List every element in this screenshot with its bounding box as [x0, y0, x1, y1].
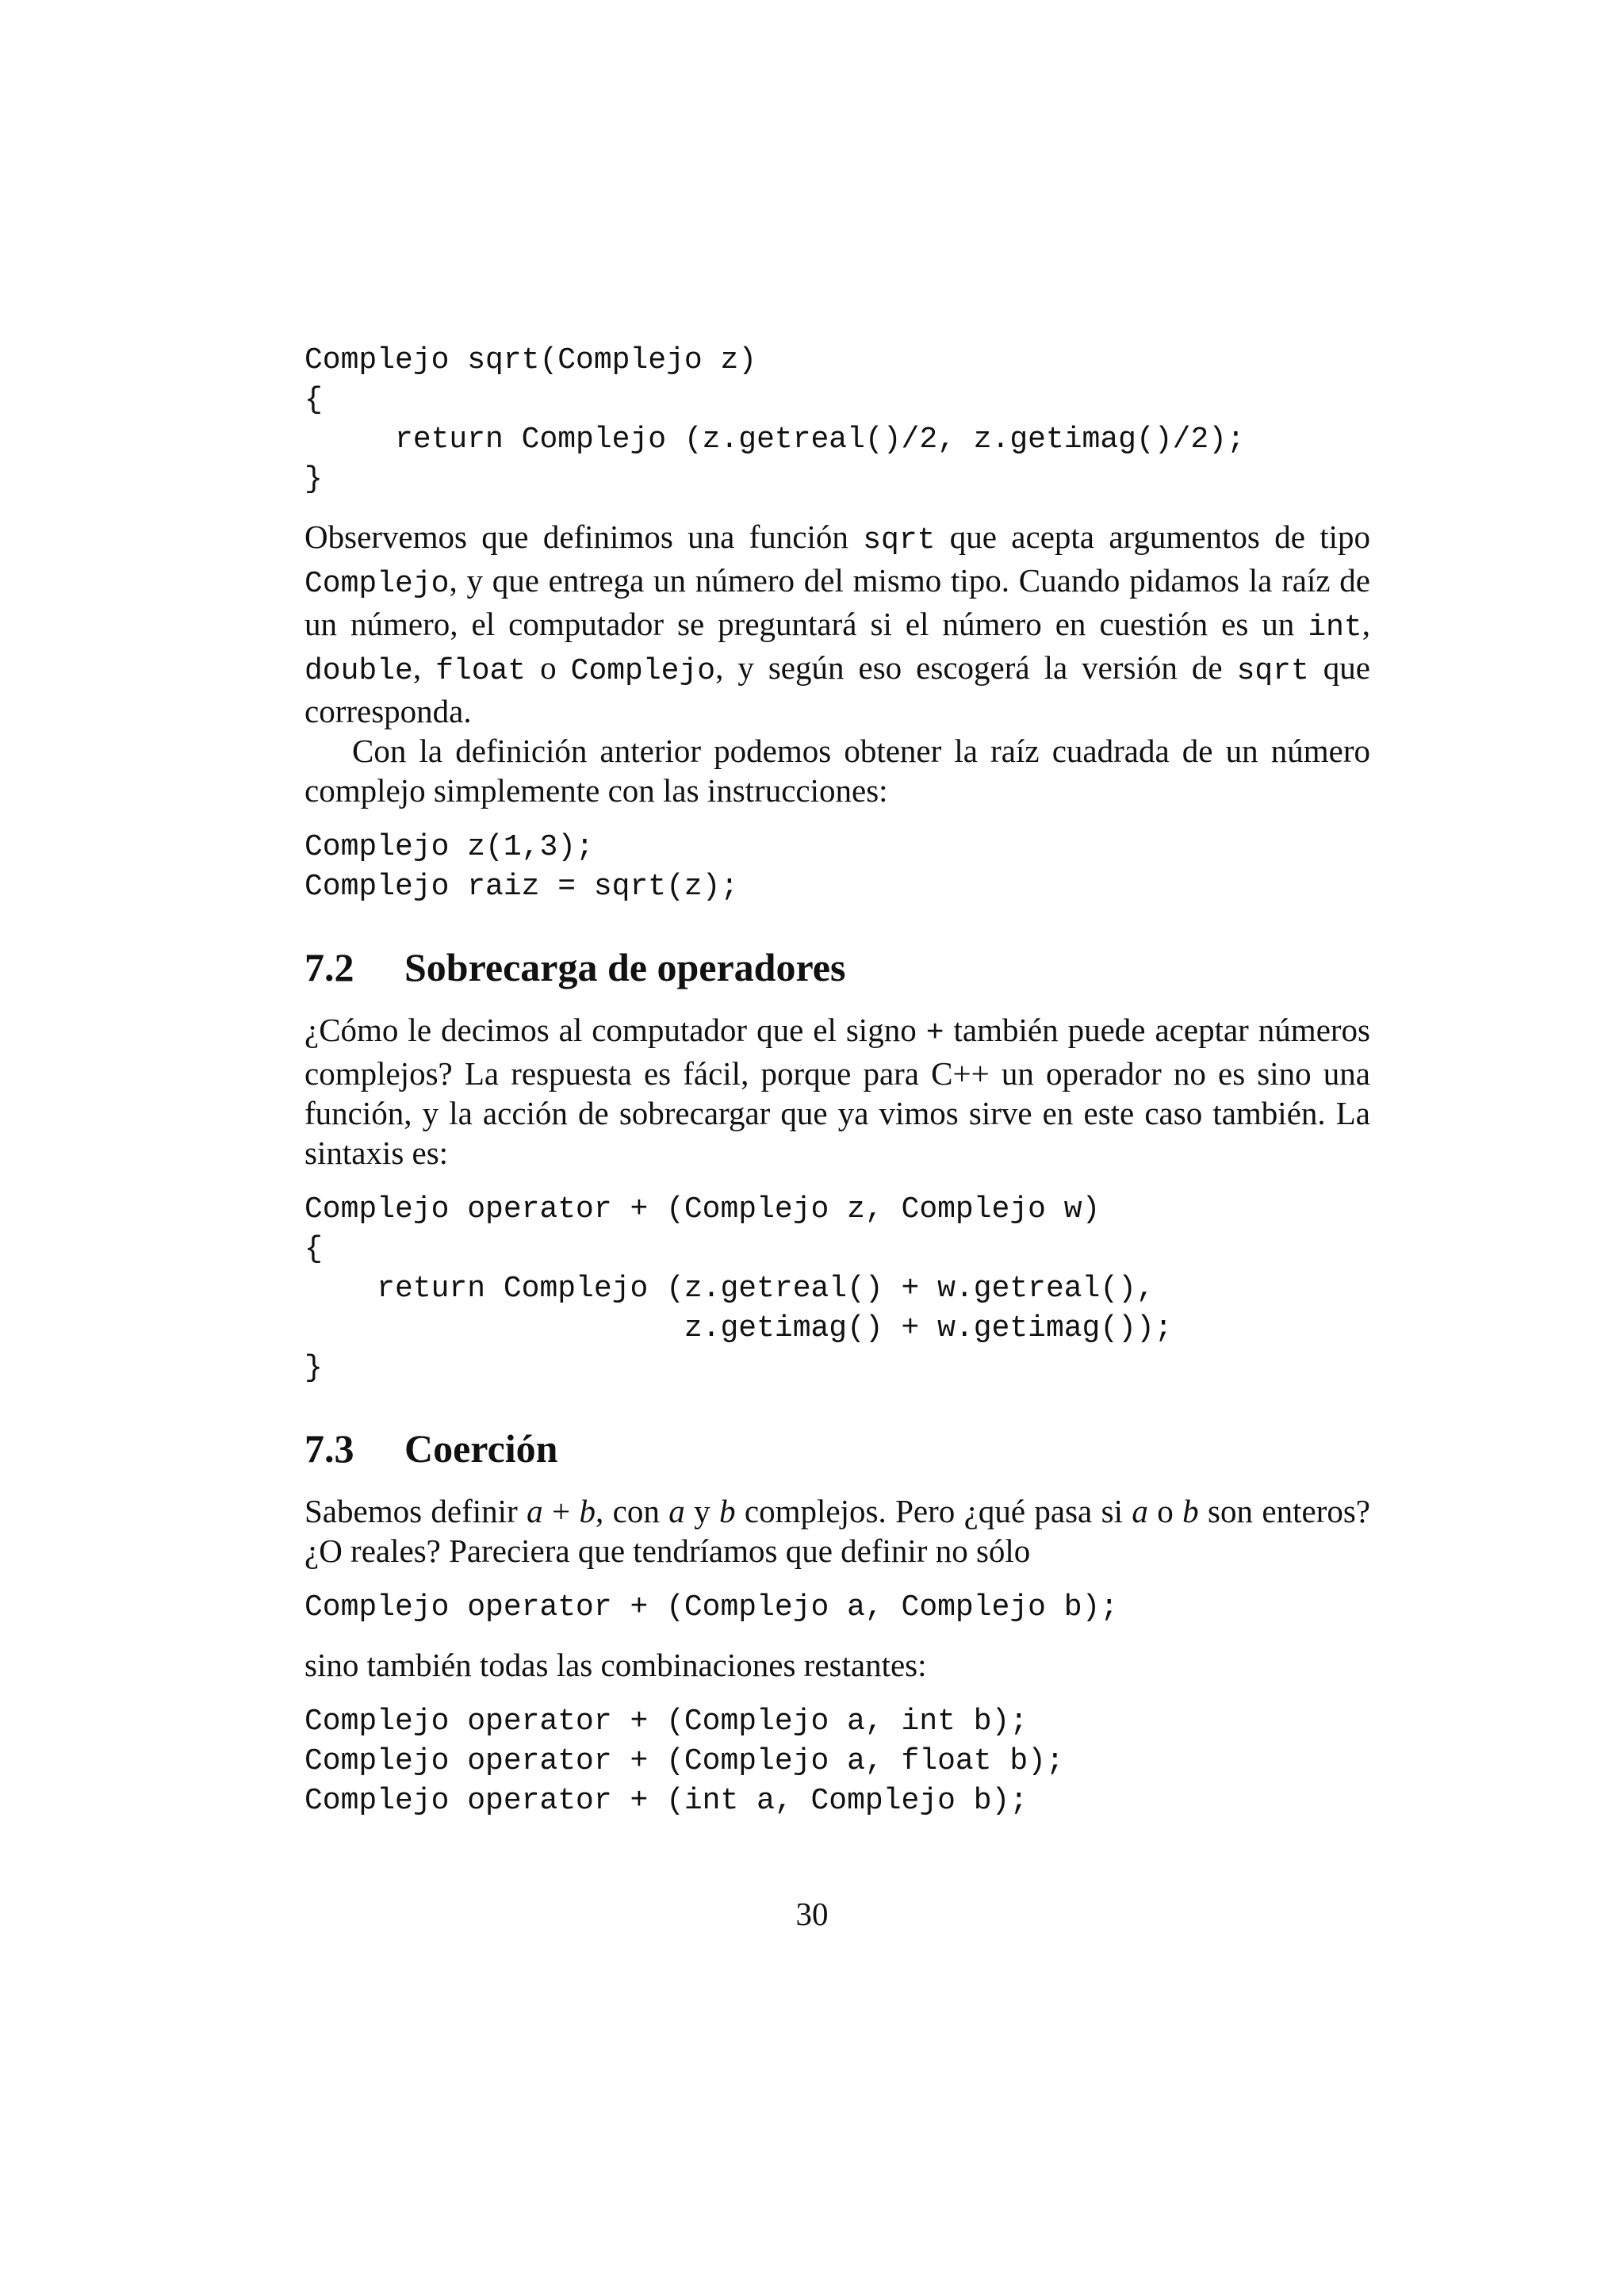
code-line: Complejo operator + (Complejo z, Complejo w): [304, 1192, 1101, 1226]
paragraph-combinations: sino también todas las combinaciones restantes:: [304, 1647, 927, 1683]
paragraph-sqrt-explanation: Observemos que definimos una función sqrt que acepta argumentos de tipo Complejo, y que entrega un número del mismo tipo. Cuando pidamos la raíz de un número, el computador se preguntará si el número en cuestión es un int, double, float o Complejo, y según eso escogerá la versión de sqrt que corresponda.: [304, 519, 1371, 729]
section-heading-7-3: [304, 1425, 1370, 1472]
code-line: Complejo operator + (Complejo a, Complejo b);: [304, 1590, 1119, 1624]
paragraph-sqrt-usage: Con la definición anterior podemos obtener la raíz cuadrada de un número complejo simplemente con las instrucciones:: [304, 733, 1370, 809]
code-line: }: [304, 1351, 323, 1385]
code-line: Complejo operator + (Complejo a, float b);: [304, 1744, 1064, 1778]
code-line: return Complejo (z.getreal() + w.getreal(),: [304, 1272, 1155, 1306]
page-number: 30: [795, 1896, 829, 1932]
section-title: Coerción: [404, 1426, 558, 1471]
code-line: return Complejo (z.getreal()/2, z.getimag()/2);: [304, 423, 1245, 457]
paragraph-operator-overload: ¿Cómo le decimos al computador que el signo + también puede aceptar números complejos? La respuesta es fácil, porque para C++ un operador no es sino una función, y la acción de sobrecargar que ya vimos sirve en este caso también. La sintaxis es:: [304, 1012, 1371, 1171]
section-number: 7.2: [304, 945, 354, 989]
code-line: Complejo z(1,3);: [304, 830, 594, 864]
section-number: 7.3: [304, 1426, 354, 1471]
section-heading-7-2: [304, 943, 1370, 991]
code-line: {: [304, 1232, 323, 1266]
code-block-sqrt-usage: [304, 828, 1370, 907]
code-line: Complejo raiz = sqrt(z);: [304, 870, 739, 904]
code-line: {: [304, 383, 323, 417]
code-line: Complejo operator + (int a, Complejo b);: [304, 1784, 1028, 1818]
code-line: Complejo operator + (Complejo a, int b);: [304, 1705, 1028, 1739]
section-title: Sobrecarga de operadores: [404, 945, 846, 989]
code-block-combinations: [304, 1702, 1370, 1821]
code-line: }: [304, 462, 323, 496]
paragraph-coercion: Sabemos definir a + b, con a y b complejos. Pero ¿qué pasa si a o b son enteros? ¿O reales? Pareciera que tendríamos que definir no sólo: [304, 1493, 1370, 1569]
code-line: z.getimag() + w.getimag());: [304, 1311, 1173, 1345]
code-block-operator-plus: [304, 1190, 1370, 1388]
code-line: Complejo sqrt(Complejo z): [304, 343, 757, 377]
code-block-sqrt: [304, 341, 1370, 499]
page-content: [304, 341, 1370, 1821]
code-block-operator-decl: [304, 1588, 1370, 1628]
